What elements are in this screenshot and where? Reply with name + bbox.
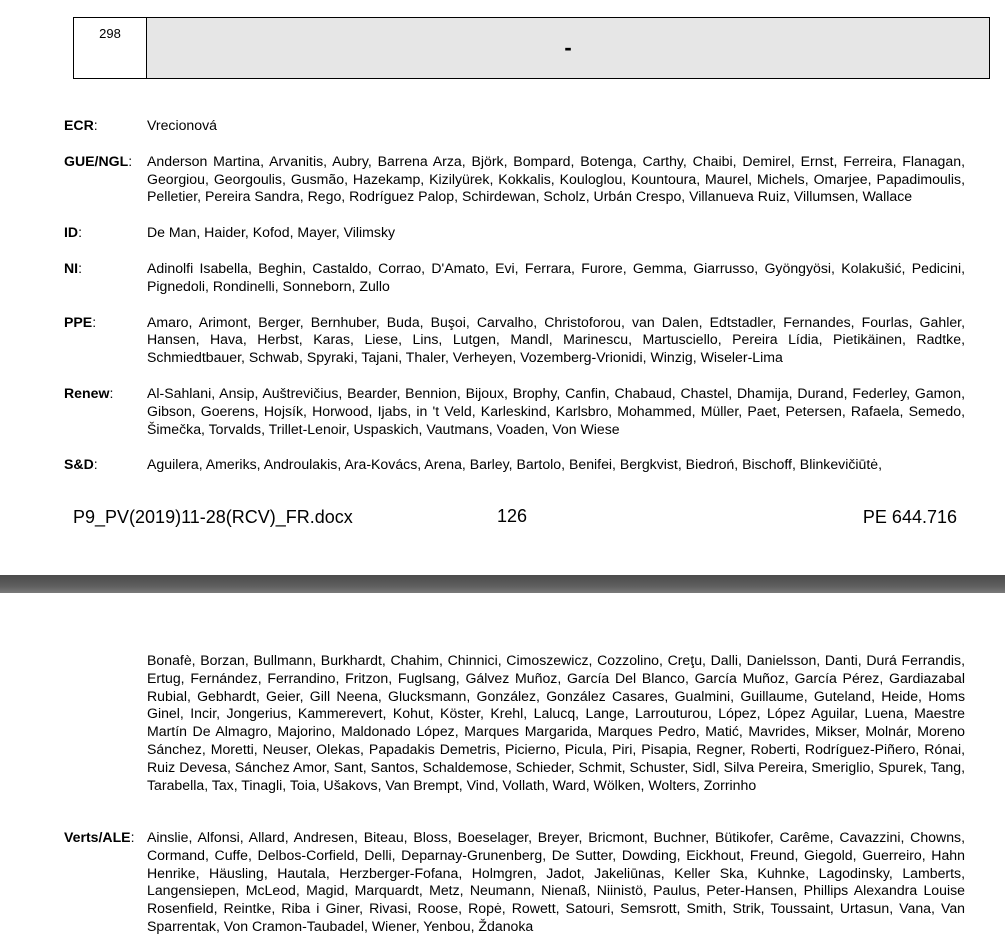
group-list-page1 <box>64 117 966 474</box>
group-label: PPE: <box>64 313 97 330</box>
group-ppe <box>64 314 966 367</box>
group-members: Adinolfi Isabella, Beghin, Castaldo, Corrao, D'Amato, Evi, Ferrara, Furore, Gemma, Giarrusso, Gyöngyösi, Kolakušić, Pedicini, Pignedoli, Rondinelli, Sonneborn, Zullo <box>147 259 965 294</box>
group-gue-ngl <box>64 153 966 206</box>
group-members: Amaro, Arimont, Berger, Bernhuber, Buda, Buşoi, Carvalho, Christoforou, van Dalen, Edtstadler, Fernandes, Fourlas, Gahler, Hansen, Hava, Herbst, Karas, Liese, Lins, Lutgen, Mandl, Marinescu, Martusciello, Pereira Lídia, Pietikäinen, Radtke, Schmiedtbauer, Schwab, Spyraki, Tajani, Thaler, Verheyen, Vozemberg-Vrionidi, Winzig, Wiseler-Lima <box>147 313 965 366</box>
group-sd <box>64 456 966 474</box>
group-label: Renew: <box>64 384 114 401</box>
group-label: Verts/ALE: <box>64 829 135 845</box>
group-members: Aguilera, Ameriks, Androulakis, Ara-Kovács, Arena, Barley, Bartolo, Benifei, Bergkvist, Biedroń, Bischoff, Blinkevičiūtė, <box>147 456 883 473</box>
group-ecr <box>64 117 966 135</box>
footer-filename: P9_PV(2019)11-28(RCV)_FR.docx <box>73 506 353 527</box>
page-separator <box>0 575 1005 593</box>
sd-members-continued: Bonafè, Borzan, Bullmann, Burkhardt, Chahim, Chinnici, Cimoszewicz, Cozzolino, Creţu, Dalli, Danielsson, Danti, Durá Ferrandis, Ertug, Fernández, Ferrandino, Fritzon, Fuglsang, Gálvez Muñoz, García Del Blanco, García Muñoz, García Pérez, Gardiazabal Rubial, Gebhardt, Geier, Gill Neena, Glucksmann, González, González Casares, Gualmini, Guillaume, Guteland, Heide, Homs Ginel, Incir, Jongerius, Kammerevert, Kohut, Köster, Krehl, Lalucq, Lange, Larrouturou, López, López Aguilar, Luena, Maestre Martín De Almagro, Majorino, Maldonado López, Marques Margarida, Marques Pedro, Matić, Mavrides, Mikser, Molnár, Moreno Sánchez, Moretti, Neuser, Olekas, Papadakis Demetris, Picierno, Picula, Piri, Pisapia, Regner, Roberti, Rodríguez-Piñero, Rónai, Ruiz Devesa, Sánchez Amor, Sant, Santos, Schaldemose, Schieder, Schmit, Schuster, Sidl, Silva Pereira, Smeriglio, Spurek, Tang, Tarabella, Tax, Tinagli, Toia, Ušakovs, Van Brempt, Vind, Vollath, Ward, Wölken, Wolters, Zorrinho <box>147 652 965 793</box>
group-verts-ale <box>64 829 966 936</box>
group-id <box>64 224 966 242</box>
group-members: De Man, Haider, Kofod, Mayer, Vilimsky <box>147 224 396 241</box>
group-ni <box>64 260 966 296</box>
group-label: NI: <box>64 259 83 276</box>
group-members: Al-Sahlani, Ansip, Auštrevičius, Bearder, Bennion, Bijoux, Brophy, Canfin, Chabaud, Chastel, Dhamija, Durand, Federley, Gamon, Gibson, Goerens, Hojsík, Horwood, Ijabs, in 't Veld, Karleskind, Karlsbro, Mohammed, Müller, Paet, Petersen, Rafaela, Semedo, Šimečka, Torvalds, Trillet-Lenoir, Uspaskich, Vautmans, Voaden, Von Wiese <box>147 384 965 437</box>
group-members: Ainslie, Alfonsi, Allard, Andresen, Biteau, Bloss, Boeselager, Breyer, Bricmont, Buchner, Bütikofer, Carême, Cavazzini, Chowns, Cormand, Cuffe, Delbos-Corfield, Delli, Deparnay-Grunenberg, De Sutter, Dowding, Eickhout, Freund, Giegold, Guerreiro, Hahn Henrike, Häusling, Hautala, Herzberger-Fofana, Holmgren, Jadot, Jakeliūnas, Keller Ska, Kuhnke, Lagodinsky, Lamberts, Langensiepen, McLeod, Magid, Marquardt, Metz, Neumann, Nienaß, Niinistö, Paulus, Peter-Hansen, Phillips Alexandra Louise Rosenfield, Reintke, Riba i Giner, Rivasi, Roose, Ropė, Rowett, Satouri, Semsrott, Smith, Strik, Toussaint, Urtasun, Vana, Van Sparrentak, Von Cramon-Taubadel, Wiener, Yenbou, Ždanoka <box>147 829 965 934</box>
vote-subject: - <box>147 18 989 78</box>
vote-header-box <box>73 17 990 79</box>
vote-number: 298 <box>74 18 147 78</box>
group-label: GUE/NGL: <box>64 152 133 169</box>
group-label: ID: <box>64 224 83 241</box>
group-label: S&D: <box>64 456 98 473</box>
group-renew <box>64 385 966 438</box>
group-label: ECR: <box>64 117 98 133</box>
footer-page-number: 126 <box>497 506 528 526</box>
footer-reference: PE 644.716 <box>862 506 957 527</box>
group-members: Anderson Martina, Arvanitis, Aubry, Barrena Arza, Björk, Bompard, Botenga, Carthy, Chaibi, Demirel, Ernst, Ferreira, Flanagan, Georgiou, Georgoulis, Gusmão, Hazekamp, Kizilyürek, Kokkalis, Kouloglou, Kountoura, Maurel, Michels, Omarjee, Papadimoulis, Pelletier, Pereira Sandra, Rego, Rodríguez Palop, Schirdewan, Scholz, Urbán Crespo, Villanueva Ruiz, Villumsen, Wallace <box>147 152 965 205</box>
group-list-page2 <box>64 829 966 936</box>
page-footer <box>73 505 957 529</box>
group-members: Vrecionová <box>147 117 217 133</box>
